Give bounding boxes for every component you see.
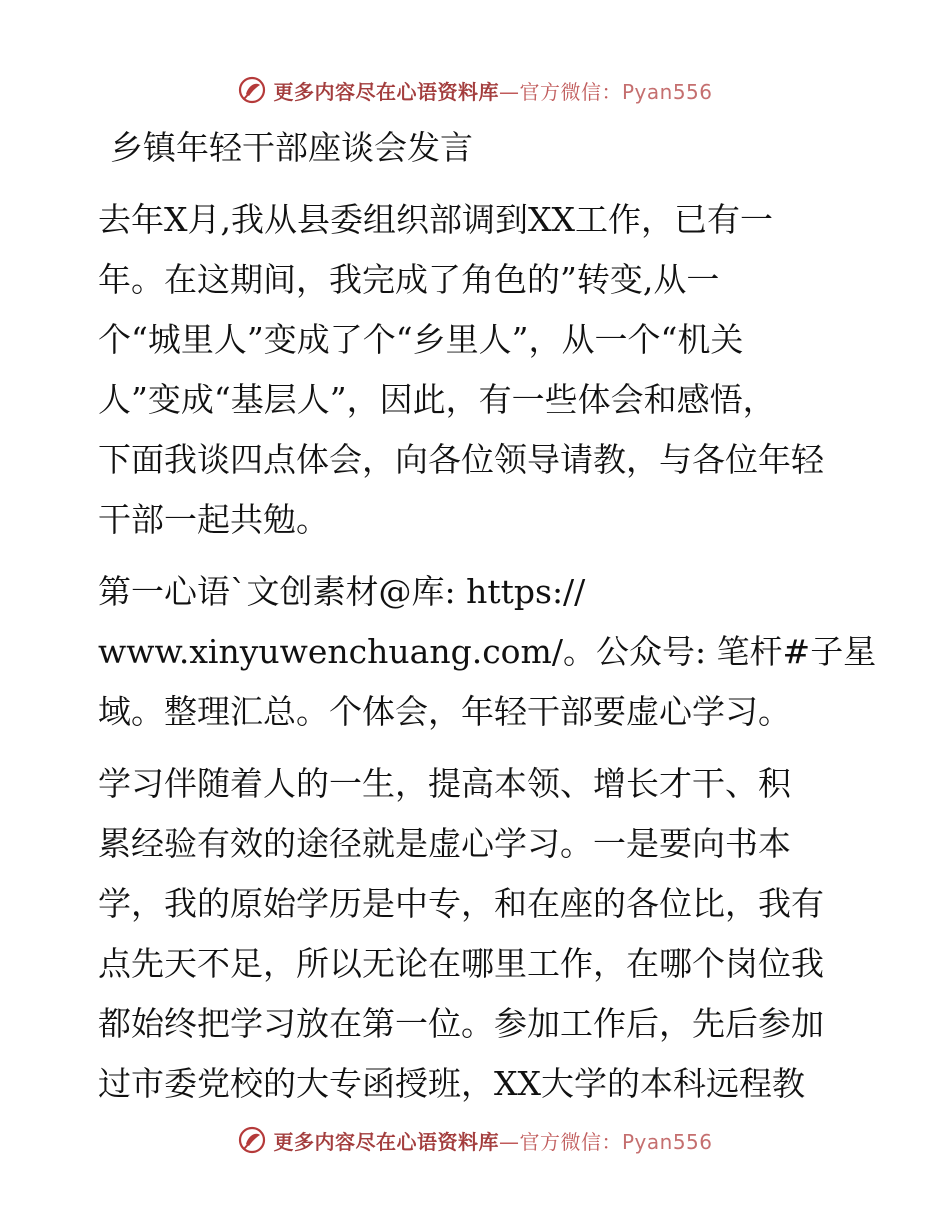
paragraph-3 xyxy=(98,754,858,1114)
document-body xyxy=(98,118,877,1114)
paragraph-line: 学习伴随着人的一生，提高本领、增长才干、积 xyxy=(98,764,791,803)
banner-wechat-id: Pyan556 xyxy=(621,79,713,104)
paragraph-line: 点先天不足，所以无论在哪里工作，在哪个岗位我 xyxy=(98,944,824,983)
paragraph-line: 干部一起共勉。 xyxy=(98,500,329,539)
document-title: 乡镇年轻干部座谈会发言 xyxy=(110,128,473,167)
logo-icon xyxy=(237,75,267,105)
paragraph-line: 累经验有效的途径就是虚心学习。一是要向书本 xyxy=(98,824,791,863)
logo-icon xyxy=(237,1125,267,1155)
header-banner-text xyxy=(273,76,712,105)
banner-official-label: 官方微信： xyxy=(519,1129,622,1154)
banner-main-text: 更多内容尽在心语资料库 xyxy=(273,79,499,104)
paragraph-line: 第一心语`文创素材@库: https:// xyxy=(98,572,586,611)
paragraph-1 xyxy=(98,190,858,550)
header-banner xyxy=(0,70,950,110)
paragraph-line: 个“城里人”变成了个“乡里人”，从一个“机关 xyxy=(98,320,744,359)
footer-banner-text xyxy=(273,1126,712,1155)
banner-main-text: 更多内容尽在心语资料库 xyxy=(273,1129,499,1154)
paragraph-line: 学，我的原始学历是中专，和在座的各位比，我有 xyxy=(98,884,824,923)
paragraph-line: 下面我谈四点体会，向各位领导请教，与各位年轻 xyxy=(98,440,824,479)
banner-dash: — xyxy=(498,1129,520,1154)
banner-dash: — xyxy=(498,79,520,104)
paragraph-line: 去年X月,我从县委组织部调到XX工作，已有一 xyxy=(98,200,773,239)
banner-wechat-id: Pyan556 xyxy=(621,1129,713,1154)
banner-official-label: 官方微信： xyxy=(519,79,622,104)
paragraph-line: 域。整理汇总。个体会，年轻干部要虚心学习。 xyxy=(98,692,791,731)
paragraph-line: 过市委党校的大专函授班，XX大学的本科远程教 xyxy=(98,1064,805,1103)
paragraph-line: 人”变成“基层人”，因此，有一些体会和感悟， xyxy=(98,380,776,419)
paragraph-line: www.xinyuwenchuang.com/。公众号: 笔杆#子星 xyxy=(98,632,877,671)
paragraph-2 xyxy=(98,562,877,742)
footer-banner xyxy=(0,1120,950,1160)
paragraph-line: 都始终把学习放在第一位。参加工作后，先后参加 xyxy=(98,1004,824,1043)
paragraph-line: 年。在这期间，我完成了角色的”转变,从一 xyxy=(98,260,720,299)
